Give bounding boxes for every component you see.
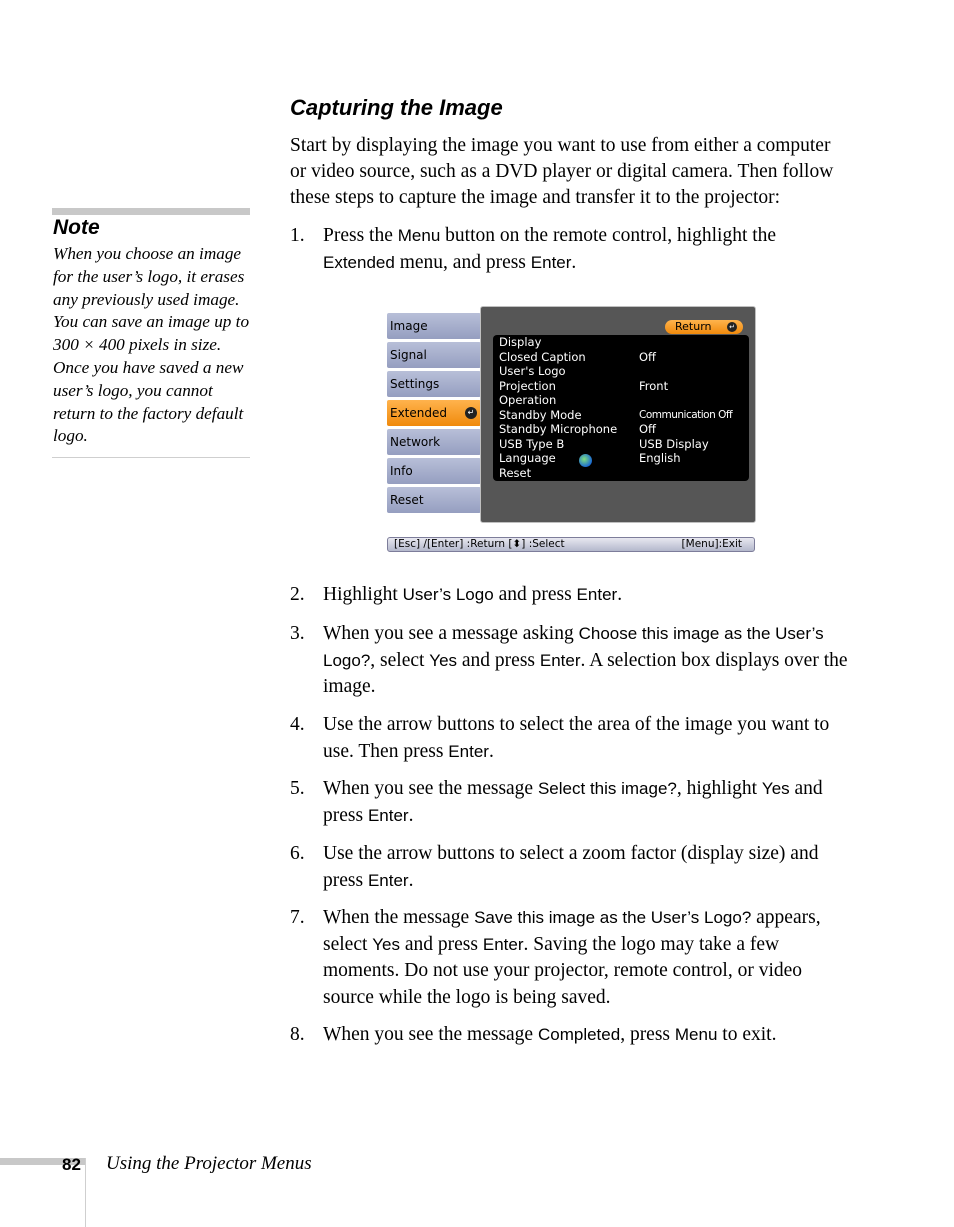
menu-tab-extended: Extended ↵ — [387, 400, 481, 426]
step-text — [323, 582, 850, 609]
menu-item-label: Language — [499, 451, 556, 465]
return-button: Return ↵ — [665, 320, 743, 334]
ui-term: Select this image? — [537, 779, 677, 798]
step-text-run: Press the — [323, 225, 398, 246]
step-number: 1. — [290, 225, 305, 246]
menu-item-label: Display — [499, 335, 542, 349]
menu-settings-panel — [480, 306, 756, 523]
step-text-run: , select — [370, 649, 430, 671]
step-8 — [290, 1022, 850, 1049]
menu-tab-network: Network — [387, 429, 481, 455]
menu-item-value: USB Display — [639, 436, 709, 451]
step-text-run: menu, and press — [394, 251, 531, 273]
ui-term: Enter — [482, 934, 524, 954]
step-number: 5. — [290, 778, 305, 799]
step-text — [323, 905, 850, 1011]
menu-item-label: Projection — [499, 378, 556, 393]
menu-item-label: User's Logo — [499, 364, 566, 378]
step-text-run: When the message — [323, 907, 475, 928]
menu-item-value: Communication Off — [639, 408, 733, 421]
step-text-run: . Saving the logo may take a few moments. Do not use your projector, remote control, or video source while the logo is being saved. — [323, 933, 803, 1008]
step-text-run: , press — [620, 1024, 675, 1045]
step-2 — [290, 582, 850, 609]
ui-term: Enter — [448, 741, 489, 761]
ui-term: Menu — [397, 226, 441, 245]
ui-term: Enter — [539, 650, 581, 670]
menu-item-label: Operation — [499, 393, 557, 407]
enter-icon: ↵ — [465, 407, 477, 419]
step-number: 7. — [290, 907, 305, 928]
footer-chapter-title: Using the Projector Menus — [106, 1153, 312, 1174]
step-number: 6. — [290, 843, 305, 864]
step-text — [323, 841, 850, 894]
step-text-run: Use the arrow buttons to select the area of the image you want to use. Then press — [323, 714, 830, 762]
step-1 — [290, 223, 850, 276]
ui-term: Save this image as the User’s Logo? — [474, 908, 752, 927]
menu-help-bar — [387, 537, 755, 552]
step-number: 8. — [290, 1024, 305, 1045]
note-divider-bar — [52, 208, 250, 215]
ui-term: User’s Logo — [402, 585, 494, 604]
step-text-run: and press — [323, 778, 823, 826]
enter-icon: ↵ — [727, 322, 737, 332]
menu-item-value: Front — [639, 378, 669, 393]
ui-term: Choose this image as the User’s Logo? — [323, 624, 824, 670]
section-heading: Capturing the Image — [290, 95, 503, 120]
menu-item-label: USB Type B — [499, 436, 565, 451]
menu-item-label: Standby Microphone — [499, 422, 618, 436]
globe-icon — [579, 454, 592, 467]
step-text-run: appears, select — [323, 907, 821, 955]
menu-tab-signal: Signal — [387, 342, 481, 368]
note-text: When you choose an image for the user’s logo, it erases any previously used image. You can save an image up to 300 × 400 pixels in size. Once you have saved a new user’s logo, you cannot return to the factory default logo. — [53, 244, 250, 446]
step-3 — [290, 621, 850, 701]
ui-term: Extended — [323, 252, 395, 272]
step-text-run: . — [408, 804, 414, 826]
menu-item-label: Standby Mode — [499, 407, 582, 422]
page-number: 82 — [62, 1155, 81, 1174]
step-number: 2. — [290, 584, 305, 605]
step-text-run: When you see the message — [323, 1024, 538, 1045]
step-text-run: . — [408, 869, 414, 891]
ui-term: Yes — [761, 779, 790, 798]
step-number: 4. — [290, 714, 305, 735]
step-text-run: and press — [400, 933, 483, 955]
note-bottom-rule — [52, 457, 250, 458]
step-text-run: , highlight — [676, 778, 762, 799]
projector-menu-screenshot — [386, 305, 758, 555]
menu-tab-settings: Settings — [387, 371, 481, 397]
ui-term: Menu — [674, 1025, 718, 1044]
step-text-run: . — [571, 251, 577, 273]
menu-item-label: Closed Caption — [499, 349, 586, 364]
step-text-run: and press — [457, 649, 540, 671]
step-text-run: to exit. — [717, 1024, 777, 1045]
step-text-run: Use the arrow buttons to select a zoom factor (display size) and press — [323, 843, 819, 891]
ui-term: Completed — [537, 1025, 621, 1044]
step-text-run: When you see a message asking — [323, 623, 579, 644]
step-text — [323, 223, 850, 276]
help-hint-right: [Menu]:Exit — [681, 538, 742, 550]
ui-term: Yes — [429, 650, 458, 670]
step-number: 3. — [290, 623, 305, 644]
step-6 — [290, 841, 850, 894]
step-text-run: When you see the message — [323, 778, 538, 799]
step-text — [323, 776, 850, 829]
ui-term: Enter — [530, 252, 572, 272]
menu-tab-info: Info — [387, 458, 481, 484]
ui-term: Enter — [367, 805, 409, 825]
step-text — [323, 621, 850, 701]
footer-vertical-rule — [85, 1158, 86, 1227]
step-text — [323, 1022, 850, 1049]
step-4 — [290, 712, 850, 765]
menu-item-value: Off — [639, 422, 656, 436]
ui-term: Yes — [372, 934, 400, 954]
ui-term: Enter — [367, 870, 409, 890]
menu-item-value: English — [639, 451, 681, 465]
intro-paragraph: Start by displaying the image you want to use from either a computer or video source, such as a DVD player or digital camera. Then follow these steps to capture the image and transfer it to the projector: — [290, 135, 834, 208]
step-text-run: . A selection box displays over the image. — [323, 649, 848, 697]
menu-item-value: Off — [639, 349, 656, 364]
menu-tab-reset: Reset — [387, 487, 481, 513]
step-text — [323, 712, 850, 765]
menu-item-label: Reset — [499, 465, 532, 480]
ui-term: Enter — [576, 585, 618, 604]
menu-tab-image: Image — [387, 313, 481, 339]
menu-items-list — [493, 335, 749, 481]
step-text-run: button on the remote control, highlight the — [440, 225, 777, 246]
note-title: Note — [53, 216, 100, 239]
step-5 — [290, 776, 850, 829]
step-text-run: . — [488, 740, 494, 762]
step-text-run: . — [617, 584, 623, 605]
help-hint-left: [Esc] /[Enter] :Return [⬍] :Select — [394, 538, 565, 550]
step-7 — [290, 905, 850, 1011]
step-text-run: and press — [493, 584, 577, 605]
step-text-run: Highlight — [323, 584, 403, 605]
